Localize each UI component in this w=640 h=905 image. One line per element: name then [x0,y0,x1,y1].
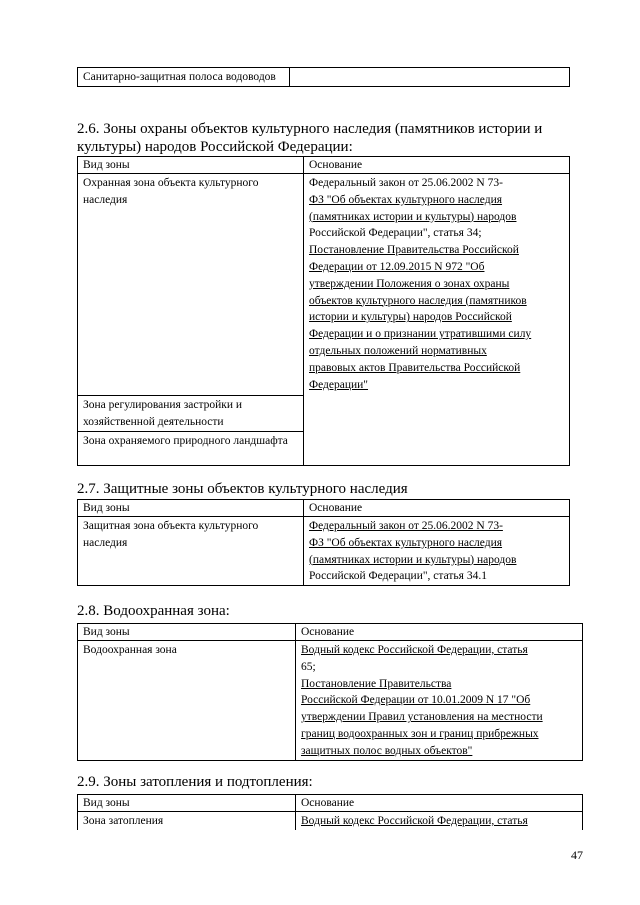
law-link[interactable]: ФЗ "Об объектах культурного наследия [309,536,503,549]
table-row [78,641,583,761]
basis-cell [304,517,570,586]
law-link[interactable]: (памятниках истории и культуры) народов [309,210,517,223]
column-header-basis: Основание [304,157,570,174]
decree-link[interactable]: Федерации от 12.09.2015 N 972 "Об [309,260,485,273]
code-link[interactable]: Водный кодекс Российской Федерации, статья [301,644,528,656]
law-link[interactable]: ФЗ "Об объектах культурного наследия [309,193,503,206]
column-header-zone: Вид зоны [78,157,304,174]
basis-cell [296,812,583,830]
column-header-zone: Вид зоны [78,795,296,812]
decree-link[interactable]: Российской Федерации от 10.01.2009 N 17 "Об [301,694,531,707]
column-header-basis: Основание [304,500,570,517]
zone-cell: Водоохранная зона [78,641,296,761]
decree-link[interactable]: Постановление Правительства [301,677,452,690]
decree-link[interactable]: утверждении Положения о зонах охраны [309,277,510,290]
basis-line: Российской Федерации", статья 34.1 [309,570,487,583]
decree-link[interactable]: отдельных положений нормативных [309,344,487,357]
basis-cell [296,641,583,761]
table-2-7 [77,499,570,586]
table-2-9 [77,794,583,830]
zone-cell: Санитарно-защитная полоса водоводов [78,68,290,87]
basis-line: Российской Федерации", статья 34; [309,227,482,240]
section-heading-2-7: 2.7. Защитные зоны объектов культурного наследия [77,481,408,497]
decree-link[interactable]: Постановление Правительства Российской [309,244,519,257]
table-2-6 [77,156,570,466]
decree-link[interactable]: правовых актов Правительства Российской [309,361,521,374]
table-row [78,174,570,396]
top-table [77,67,570,87]
basis-line: 65; [301,660,316,673]
decree-link[interactable]: границ водоохранных зон и границ прибрежных [301,727,539,740]
zone-cell: Зона охраняемого природного ландшафта [78,431,304,465]
decree-link[interactable]: утверждении Правил установления на местности [301,711,543,724]
decree-link[interactable]: Федерации и о признании утратившими силу [309,328,532,341]
law-link[interactable]: (памятниках истории и культуры) народов [309,553,517,566]
zone-cell: Зона затопления [78,812,296,830]
column-header-basis: Основание [296,624,583,641]
column-header-zone: Вид зоны [78,624,296,641]
law-link[interactable]: Федеральный закон от 25.06.2002 N 73- [309,520,503,532]
code-link[interactable]: Водный кодекс Российской Федерации, статья [301,815,528,827]
table-row [78,812,583,830]
section-heading-2-8: 2.8. Водоохранная зона: [77,603,230,619]
column-header-zone: Вид зоны [78,500,304,517]
table-2-8 [77,623,583,761]
table-row [78,517,570,586]
page-number: 47 [571,848,583,862]
decree-link[interactable]: защитных полос водных объектов" [301,744,473,757]
section-heading-2-6: 2.6. Зоны охраны объектов культурного наследия (памятников истории и культуры) народов Российской Федерации: [77,121,543,155]
decree-link[interactable]: Федерации" [309,378,369,391]
zone-cell: Зона регулирования застройки и хозяйственной деятельности [78,396,304,432]
column-header-basis: Основание [296,795,583,812]
decree-link[interactable]: истории и культуры) народов Российской [309,311,512,324]
basis-cell [290,68,570,87]
decree-link[interactable]: объектов культурного наследия (памятников [309,294,527,307]
zone-cell: Охранная зона объекта культурного наследия [78,174,304,396]
basis-line: Федеральный закон от 25.06.2002 N 73- [309,177,503,189]
zone-cell: Защитная зона объекта культурного наследия [78,517,304,586]
section-heading-2-9: 2.9. Зоны затопления и подтопления: [77,774,313,790]
basis-cell [304,174,570,466]
